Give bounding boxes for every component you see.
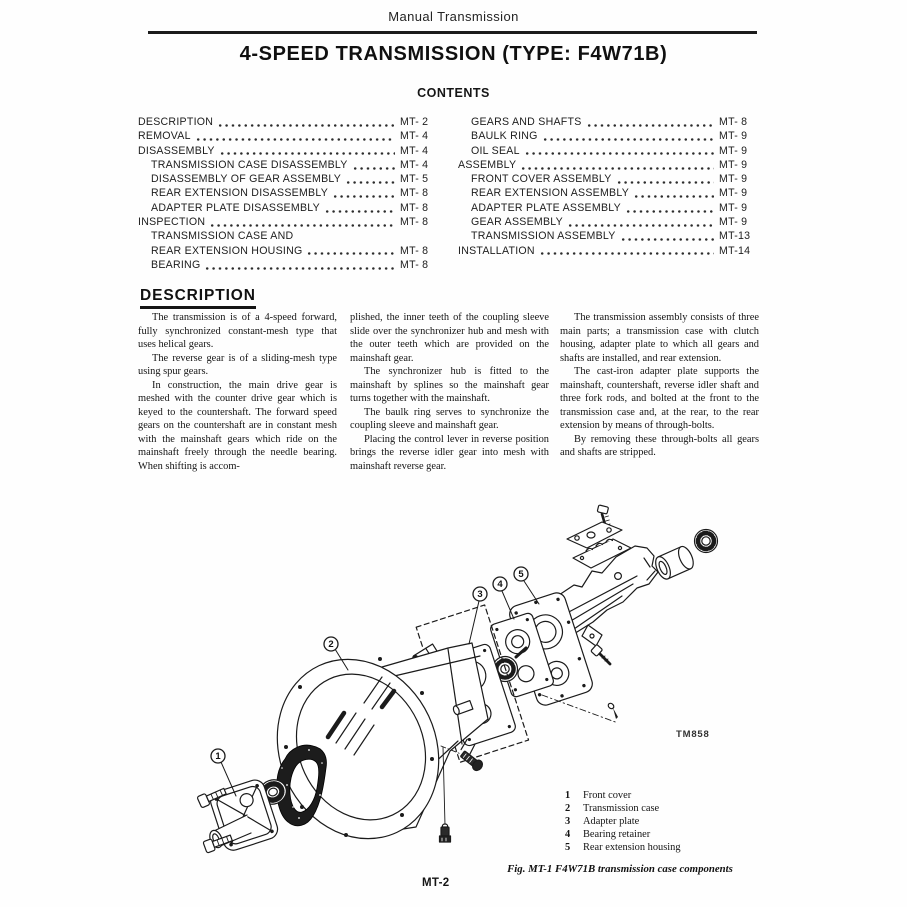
toc-entry-label: ADAPTER PLATE DISASSEMBLY: [151, 201, 320, 214]
toc-entry-label: REAR EXTENSION HOUSING: [151, 244, 303, 257]
toc-entry-page: MT- 4: [400, 144, 429, 157]
toc-entry: [458, 130, 755, 144]
bushing-part: [653, 544, 697, 581]
toc-entry: [138, 130, 436, 144]
toc-dot-leader: [217, 116, 395, 130]
toc-entry-label: DISASSEMBLY: [138, 144, 215, 157]
toc-entry: [138, 116, 436, 130]
legend-item: [565, 842, 681, 855]
toc-entry: [458, 159, 755, 173]
toc-entry-label: DISASSEMBLY OF GEAR ASSEMBLY: [151, 173, 342, 186]
toc-entry: [458, 145, 755, 159]
legend-item-number: 3: [565, 816, 571, 827]
description-column-3: [560, 311, 759, 460]
rear-bearing-part: [695, 530, 718, 553]
toc-entry-page: MT- 2: [400, 116, 429, 128]
legend-item: [565, 790, 681, 803]
toc-entry-page: MT- 9: [719, 201, 748, 214]
toc-entry-label: ADAPTER PLATE ASSEMBLY: [471, 201, 621, 214]
paragraph: The cast-iron adapter plate supports the mainshaft, countershaft, reverse idler shaft and three fork rods, and bolted at the front to the transmission case and, at the rear, to the rear extension by means of through-bolts.: [560, 366, 759, 431]
toc-entry-page: MT- 8: [400, 201, 429, 214]
description-heading: DESCRIPTION: [140, 287, 256, 309]
toc-entry-label: OIL SEAL: [471, 144, 520, 157]
paragraph: The transmission is of a 4-speed forward, fully synchronized constant-mesh type that uses helical gears.: [138, 312, 337, 350]
legend-item-label: Transmission case: [583, 803, 660, 814]
legend-item-label: Bearing retainer: [583, 829, 651, 840]
toc-dot-leader: [524, 145, 714, 159]
toc-entry-label: ASSEMBLY: [458, 158, 517, 171]
toc-entry: [458, 202, 755, 216]
toc-entry-label: REAR EXTENSION ASSEMBLY: [471, 187, 630, 200]
header-rule: [148, 31, 757, 34]
toc-entry-label: TRANSMISSION CASE DISASSEMBLY: [151, 158, 348, 171]
toc-dot-leader: [616, 173, 714, 187]
toc-entry-label: FRONT COVER ASSEMBLY: [471, 173, 612, 186]
toc-entry: [138, 245, 436, 259]
toc-entry: [138, 187, 436, 201]
legend-item-number: 2: [565, 803, 571, 814]
page-number: MT-2: [422, 877, 450, 889]
toc-entry-label: INSTALLATION: [458, 244, 535, 257]
toc-entry: [138, 159, 436, 173]
toc-entry-page: MT- 9: [719, 144, 748, 157]
drain-plug: [440, 824, 451, 842]
toc-dot-leader: [620, 230, 714, 244]
toc-entry-page: MT- 8: [400, 258, 429, 271]
toc-dot-leader: [633, 187, 714, 201]
toc-entry-page: MT- 9: [719, 173, 748, 186]
toc-entry-label: GEARS AND SHAFTS: [471, 116, 582, 128]
toc-entry-label: INSPECTION: [138, 216, 206, 229]
transmission-case-part: [248, 633, 488, 866]
legend-item-label: Adapter plate: [583, 816, 640, 827]
contents-heading: CONTENTS: [417, 86, 490, 100]
toc-entry-label: BAULK RING: [471, 130, 538, 143]
toc-column-right: [458, 116, 755, 259]
toc-entry-page: MT- 8: [719, 116, 748, 128]
callout-5-number: 5: [518, 569, 524, 581]
paragraph: By removing these through-bolts all gears and shafts are stripped.: [560, 433, 759, 458]
toc-dot-leader: [345, 173, 395, 187]
paragraph: The synchronizer hub is fitted to the mainshaft by splines so the mainshaft gear turns together with the mainshaft.: [350, 366, 549, 404]
toc-entry-page: MT- 8: [400, 187, 429, 200]
toc-dot-leader: [195, 130, 395, 144]
toc-dot-leader: [297, 230, 395, 244]
toc-entry: [138, 173, 436, 187]
paragraph: The reverse gear is of a sliding-mesh type using spur gears.: [138, 352, 337, 377]
toc-entry-page: MT- 5: [400, 173, 429, 186]
toc-entry-page: MT- 4: [400, 130, 429, 143]
toc-entry: [458, 187, 755, 201]
toc-dot-leader: [542, 130, 714, 144]
toc-entry-page: MT-14: [719, 244, 751, 257]
toc-entry: [138, 145, 436, 159]
toc-entry-page: MT- 9: [719, 187, 748, 200]
bolt-right: [591, 644, 610, 664]
callout-2-number: 2: [328, 639, 334, 651]
toc-entry-page: MT-13: [719, 230, 751, 243]
callout-1-number: 1: [215, 751, 221, 763]
toc-entry: [138, 230, 436, 244]
legend-item: [565, 829, 681, 842]
toc-column-left: [138, 116, 436, 273]
description-column-2: [350, 311, 549, 473]
toc-entry-page: MT- 9: [719, 216, 748, 229]
toc-entry: [458, 245, 755, 259]
legend-item-number: 1: [565, 790, 571, 801]
toc-dot-leader: [324, 202, 395, 216]
toc-dot-leader: [625, 202, 714, 216]
paragraph: Placing the control lever in reverse position brings the reverse idler gear into mesh with mainshaft reverse gear.: [350, 433, 549, 472]
legend-item-label: Rear extension housing: [583, 842, 681, 853]
toc-entry: [458, 230, 755, 244]
toc-entry: [138, 202, 436, 216]
legend-item-number: 5: [565, 842, 571, 853]
toc-entry-label: TRANSMISSION CASE AND: [151, 230, 294, 243]
toc-entry: [138, 259, 436, 273]
toc-entry: [458, 116, 755, 130]
callout-4-number: 4: [497, 579, 503, 591]
paragraph: The baulk ring serves to synchronize the coupling sleeve and mainshaft gear.: [350, 406, 549, 431]
figure-caption: Fig. MT-1 F4W71B transmission case components: [507, 863, 733, 875]
toc-dot-leader: [306, 245, 395, 259]
toc-dot-leader: [204, 259, 395, 273]
toc-entry-label: REMOVAL: [138, 130, 191, 143]
legend-item-label: Front cover: [583, 790, 632, 801]
toc-entry-label: TRANSMISSION ASSEMBLY: [471, 230, 616, 243]
toc-dot-leader: [539, 245, 714, 259]
toc-dot-leader: [219, 145, 395, 159]
toc-entry-page: MT- 9: [719, 130, 748, 143]
toc-dot-leader: [520, 159, 714, 173]
toc-entry-label: REAR EXTENSION DISASSEMBLY: [151, 187, 329, 200]
page-header: Manual Transmission: [388, 9, 519, 24]
page-title: 4-SPEED TRANSMISSION (TYPE: F4W71B): [239, 43, 668, 65]
paragraph: plished, the inner teeth of the coupling sleeve slide over the synchronizer hub and mesh with the outer teeth which are provided on the mainshaft gear.: [350, 312, 549, 364]
callout-3-number: 3: [477, 589, 483, 601]
toc-dot-leader: [332, 187, 395, 201]
toc-entry: [458, 173, 755, 187]
toc-entry-page: MT- 4: [400, 158, 429, 171]
toc-entry-page: MT- 9: [719, 158, 748, 171]
toc-entry-label: DESCRIPTION: [138, 116, 214, 128]
description-column-1: [138, 311, 337, 473]
screw-right: [607, 702, 618, 719]
paragraph: The transmission assembly consists of three main parts; a transmission case with clutch housing, adapter plate to which all gears and shafts are installed, and rear extension.: [560, 312, 759, 364]
legend-item: [565, 803, 681, 816]
toc-entry-page: MT- 8: [400, 216, 429, 229]
paragraph: In construction, the main drive gear is meshed with the counter drive gear which is keyed to the countershaft. The forward speed gears on the countershaft are in constant mesh with the mainshaft gears which ride on the mainshaft freely through the needle bearing. When shifting is accom-: [138, 379, 337, 472]
toc-entry-label: BEARING: [151, 258, 201, 271]
figure-code: TM858: [676, 729, 710, 740]
toc-dot-leader: [586, 116, 714, 130]
toc-entry: [138, 216, 436, 230]
legend-item-number: 4: [565, 829, 571, 840]
toc-entry-page: MT- 8: [400, 244, 429, 257]
toc-entry-label: GEAR ASSEMBLY: [471, 216, 563, 229]
toc-dot-leader: [352, 159, 395, 173]
legend-item: [565, 816, 681, 829]
toc-entry: [458, 216, 755, 230]
toc-dot-leader: [567, 216, 714, 230]
figure-legend: [565, 790, 681, 855]
toc-dot-leader: [209, 216, 395, 230]
